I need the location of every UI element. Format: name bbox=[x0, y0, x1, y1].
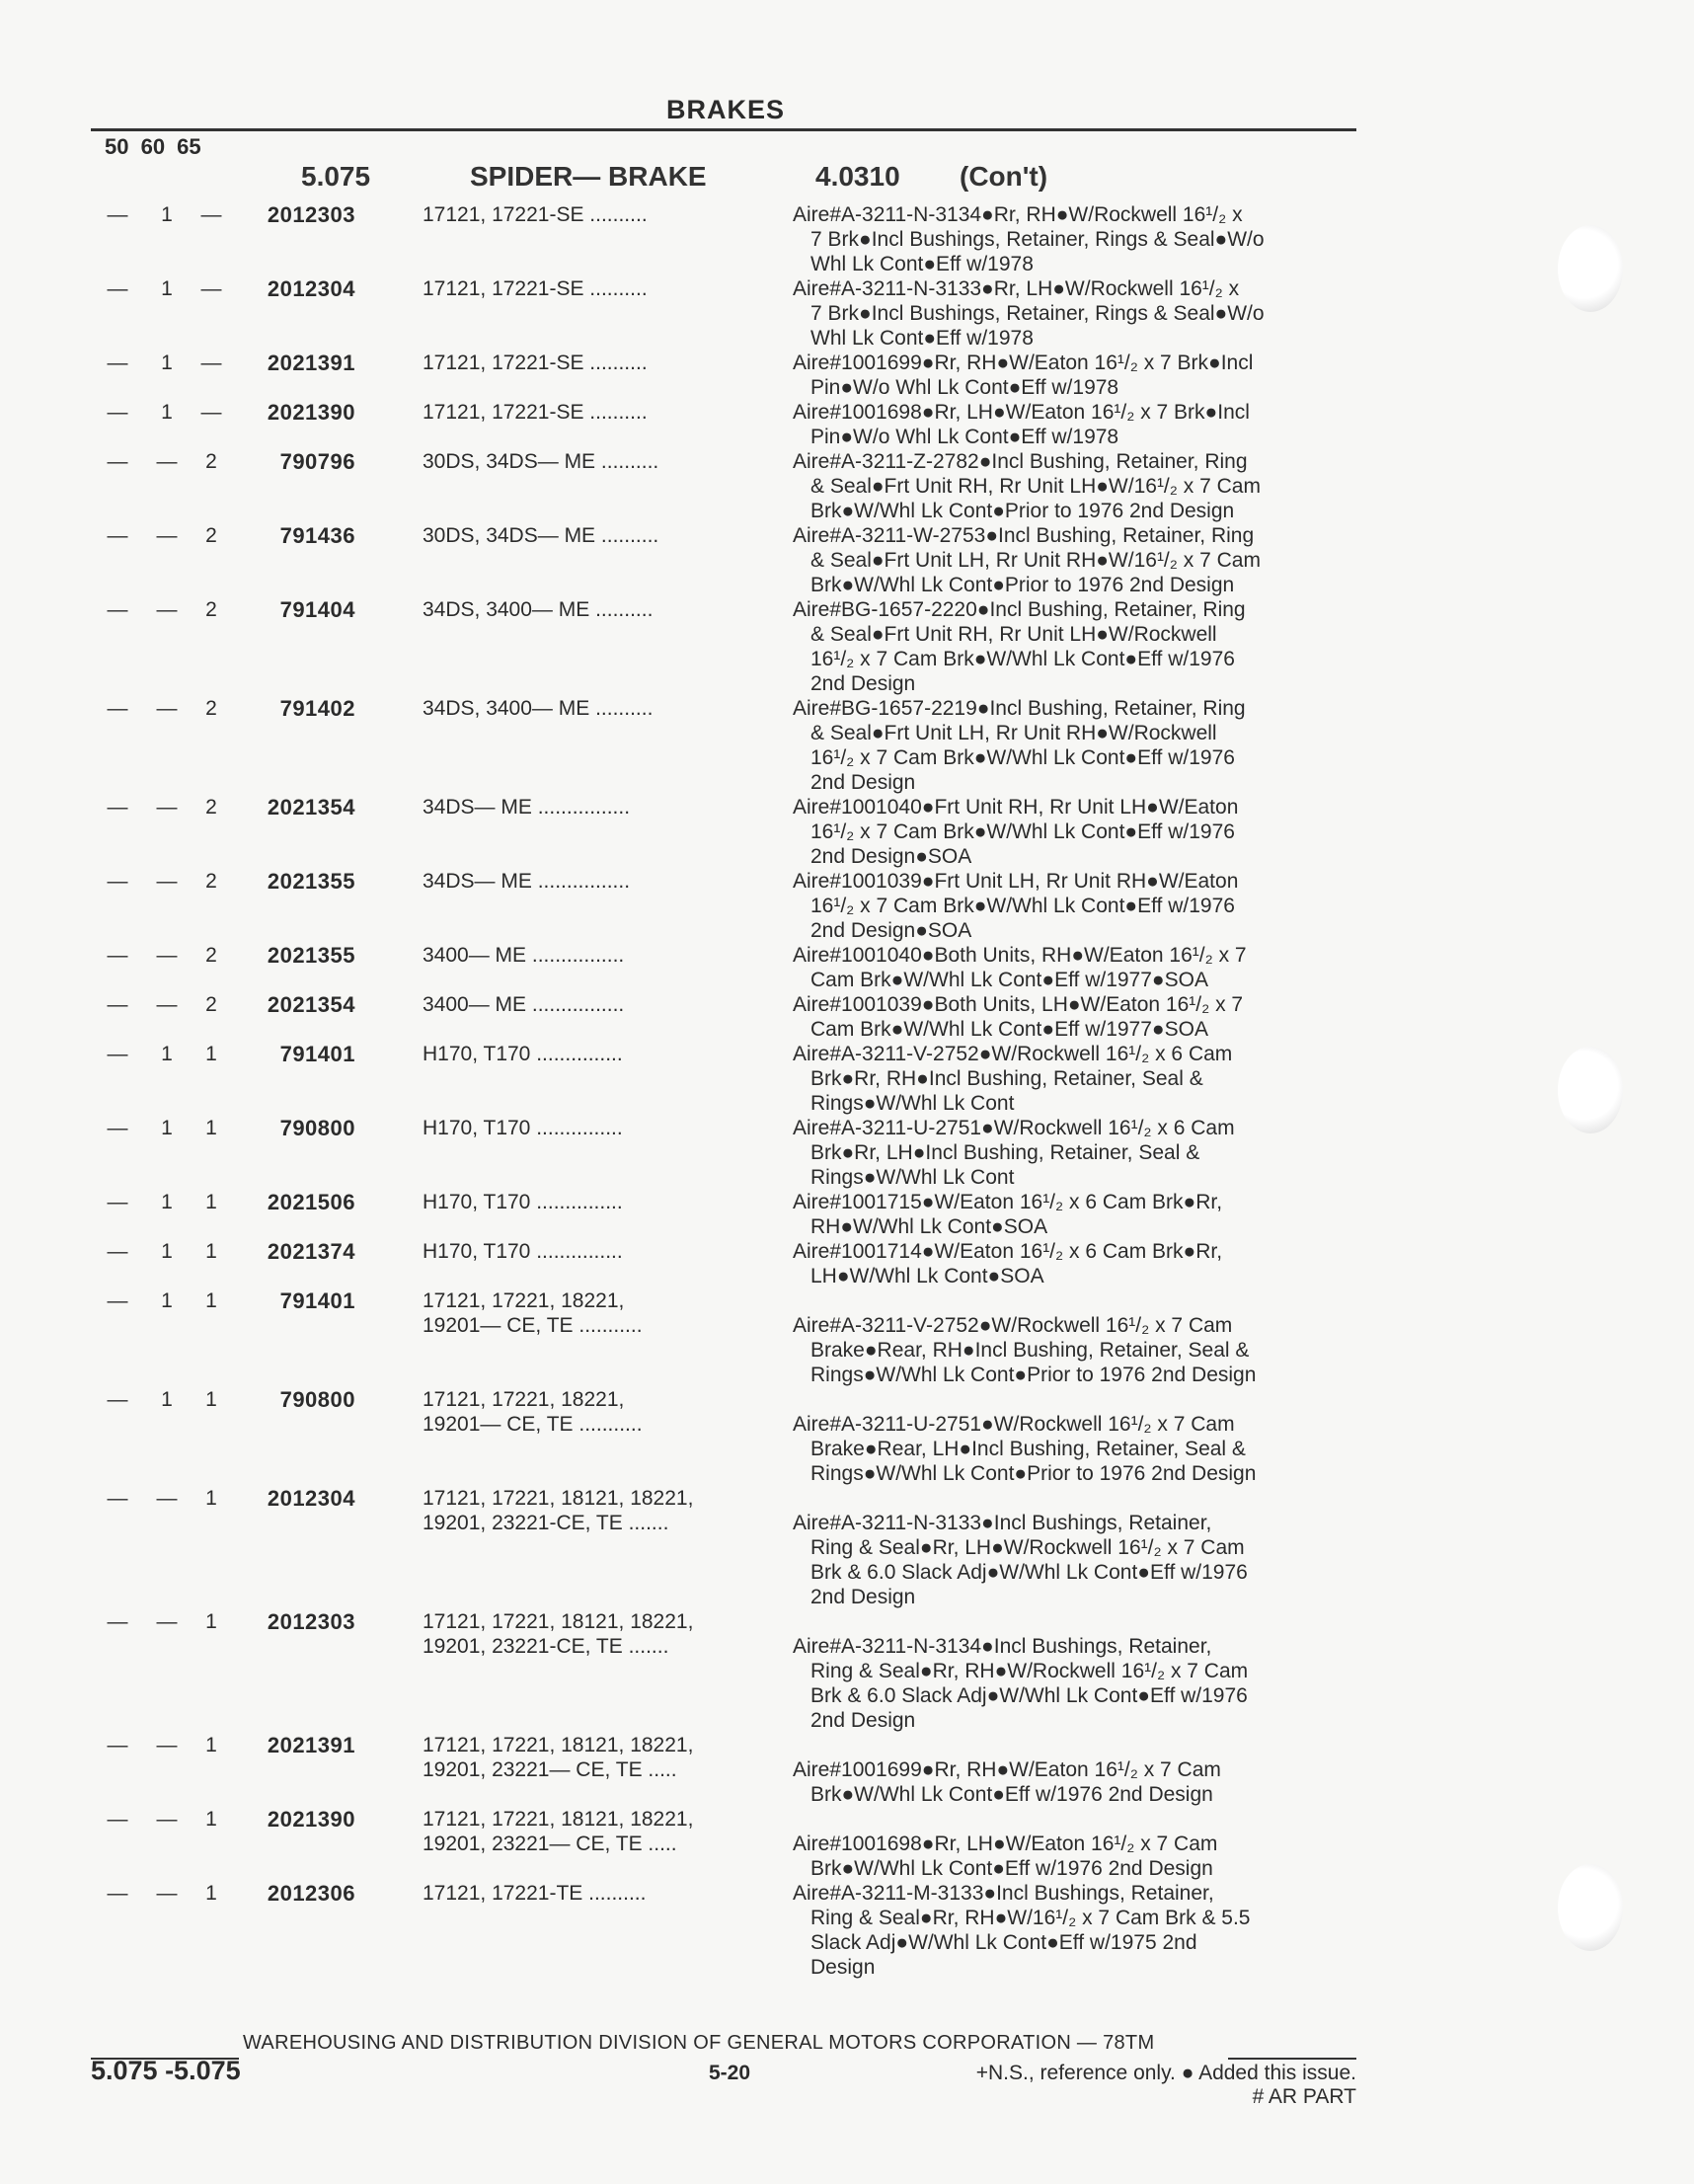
qty-50: — bbox=[107, 524, 128, 547]
description-line: Ring & Seal●Rr, LH●W/Rockwell 16¹/₂ x 7 Cam bbox=[810, 1536, 1245, 1559]
part-description bbox=[793, 992, 1365, 1042]
model-list bbox=[423, 1116, 778, 1140]
part-description bbox=[793, 1288, 1365, 1387]
table-row bbox=[0, 1288, 1694, 1387]
description-line: Aire#1001698●Rr, LH●W/Eaton 16¹/₂ x 7 Cam bbox=[793, 1833, 1218, 1855]
qty-60: 1 bbox=[161, 277, 173, 300]
model-line: 17121, 17221-SE .......... bbox=[423, 401, 648, 424]
part-description bbox=[793, 1609, 1365, 1733]
description-line: Brk●W/Whl Lk Cont●Eff w/1976 2nd Design bbox=[810, 1783, 1213, 1806]
description-line: Cam Brk●W/Whl Lk Cont●Eff w/1977●SOA bbox=[810, 1018, 1208, 1041]
qty-50: — bbox=[107, 1240, 128, 1263]
table-row bbox=[0, 597, 1694, 696]
part-number: 790796 bbox=[279, 449, 355, 474]
description-line: Aire#A-3211-U-2751●W/Rockwell 16¹/₂ x 7 Cam bbox=[793, 1413, 1235, 1436]
model-line: 3400— ME ................ bbox=[423, 993, 625, 1016]
description-line: 2nd Design bbox=[810, 771, 916, 794]
part-description bbox=[793, 1387, 1365, 1486]
part-description bbox=[793, 276, 1365, 351]
model-line: 17121, 17221-SE .......... bbox=[423, 203, 648, 226]
qty-60: — bbox=[156, 598, 178, 621]
qty-50: — bbox=[107, 598, 128, 621]
table-row bbox=[0, 1807, 1694, 1881]
description-line: Ring & Seal●Rr, RH●W/Rockwell 16¹/₂ x 7 Cam bbox=[810, 1660, 1249, 1682]
qty-60: 1 bbox=[161, 203, 173, 226]
qty-60: — bbox=[156, 993, 178, 1016]
model-line: 19201, 23221— CE, TE ..... bbox=[423, 1833, 677, 1855]
qty-50: — bbox=[107, 401, 128, 424]
model-list bbox=[423, 943, 778, 968]
description-line: Aire#BG-1657-2220●Incl Bushing, Retainer, Ring bbox=[793, 598, 1246, 621]
qty-50: — bbox=[107, 1487, 128, 1510]
description-line: Aire#1001039●Frt Unit LH, Rr Unit RH●W/Eaton bbox=[793, 870, 1239, 893]
qty-60: — bbox=[156, 870, 178, 893]
qty-65: 2 bbox=[205, 944, 217, 967]
parts-list bbox=[0, 202, 1694, 1980]
table-row bbox=[0, 1387, 1694, 1486]
description-line: Rings●W/Whl Lk Cont●Prior to 1976 2nd Design bbox=[810, 1462, 1257, 1485]
part-number: 790800 bbox=[279, 1387, 355, 1412]
description-line: & Seal●Frt Unit LH, Rr Unit RH●W/16¹/₂ x 7 Cam bbox=[810, 549, 1261, 572]
model-line: 34DS— ME ................ bbox=[423, 796, 631, 819]
description-line: Aire#BG-1657-2219●Incl Bushing, Retainer, Ring bbox=[793, 697, 1246, 720]
description-line: LH●W/Whl Lk Cont●SOA bbox=[810, 1265, 1044, 1287]
table-row bbox=[0, 943, 1694, 992]
description-line: 16¹/₂ x 7 Cam Brk●W/Whl Lk Cont●Eff w/1976 bbox=[810, 895, 1235, 917]
description-line: Aire#1001714●W/Eaton 16¹/₂ x 6 Cam Brk●Rr, bbox=[793, 1240, 1223, 1263]
qty-60: — bbox=[156, 697, 178, 720]
qty-65: — bbox=[200, 401, 222, 424]
description-line: Aire#1001039●Both Units, LH●W/Eaton 16¹/₂ x 7 bbox=[793, 993, 1244, 1016]
description-line: Pin●W/o Whl Lk Cont●Eff w/1978 bbox=[810, 426, 1119, 448]
qty-65: 2 bbox=[205, 870, 217, 893]
qty-50: — bbox=[107, 1289, 128, 1312]
qty-50: — bbox=[107, 450, 128, 473]
qty-60: 1 bbox=[161, 1043, 173, 1065]
table-row bbox=[0, 1881, 1694, 1980]
section-code: 4.0310 bbox=[815, 161, 900, 192]
table-row bbox=[0, 351, 1694, 400]
qty-65: — bbox=[200, 351, 222, 374]
table-row bbox=[0, 992, 1694, 1042]
qty-65: 2 bbox=[205, 993, 217, 1016]
section-cont: (Con't) bbox=[960, 161, 1048, 192]
description-line: Aire#A-3211-N-3134●Rr, RH●W/Rockwell 16¹/₂ x bbox=[793, 203, 1243, 226]
model-line: 19201, 23221-CE, TE ....... bbox=[423, 1512, 669, 1534]
qty-65: 1 bbox=[205, 1487, 217, 1510]
qty-65: 2 bbox=[205, 450, 217, 473]
model-line: H170, T170 ............... bbox=[423, 1043, 623, 1065]
description-line: Brk●W/Whl Lk Cont●Prior to 1976 2nd Design bbox=[810, 500, 1235, 522]
model-list bbox=[423, 1807, 778, 1856]
punch-hole bbox=[1558, 225, 1623, 312]
part-description bbox=[793, 523, 1365, 597]
qty-65: 1 bbox=[205, 1388, 217, 1411]
model-line: 34DS, 3400— ME .......... bbox=[423, 697, 654, 720]
qty-60: — bbox=[156, 1808, 178, 1831]
description-line: Aire#A-3211-Z-2782●Incl Bushing, Retainer, Ring bbox=[793, 450, 1248, 473]
description-line: Cam Brk●W/Whl Lk Cont●Eff w/1977●SOA bbox=[810, 969, 1208, 991]
qty-50: — bbox=[107, 796, 128, 819]
qty-65: 1 bbox=[205, 1191, 217, 1213]
model-line: 30DS, 34DS— ME .......... bbox=[423, 450, 659, 473]
description-line bbox=[793, 1807, 1365, 1832]
description-line: Aire#A-3211-U-2751●W/Rockwell 16¹/₂ x 6 Cam bbox=[793, 1117, 1235, 1139]
model-list bbox=[423, 523, 778, 548]
qty-65: 2 bbox=[205, 524, 217, 547]
part-description bbox=[793, 1881, 1365, 1980]
model-line: 19201— CE, TE ........... bbox=[423, 1314, 643, 1337]
description-line: Brk●W/Whl Lk Cont●Prior to 1976 2nd Design bbox=[810, 574, 1235, 596]
qty-60: — bbox=[156, 1487, 178, 1510]
part-number: 791401 bbox=[279, 1042, 355, 1066]
model-list bbox=[423, 1387, 778, 1437]
description-line: Pin●W/o Whl Lk Cont●Eff w/1978 bbox=[810, 376, 1119, 399]
description-line: Brk & 6.0 Slack Adj●W/Whl Lk Cont●Eff w/1976 bbox=[810, 1684, 1248, 1707]
part-description bbox=[793, 597, 1365, 696]
model-line: 34DS— ME ................ bbox=[423, 870, 631, 893]
punch-hole bbox=[1558, 1047, 1623, 1133]
part-number: 2021390 bbox=[267, 400, 355, 425]
qty-50: — bbox=[107, 203, 128, 226]
part-description bbox=[793, 943, 1365, 992]
qty-50: — bbox=[107, 1882, 128, 1905]
footer-ar-note: # AR PART bbox=[1252, 2085, 1356, 2108]
description-line: Whl Lk Cont●Eff w/1978 bbox=[810, 327, 1034, 350]
table-row bbox=[0, 449, 1694, 523]
qty-65: 1 bbox=[205, 1043, 217, 1065]
part-description bbox=[793, 1239, 1365, 1288]
description-line: Aire#A-3211-N-3134●Incl Bushings, Retainer, bbox=[793, 1635, 1212, 1658]
model-list bbox=[423, 869, 778, 894]
part-number: 2012304 bbox=[267, 276, 355, 301]
description-line bbox=[793, 1387, 1365, 1412]
table-row bbox=[0, 523, 1694, 597]
model-line: 17121, 17221-SE .......... bbox=[423, 351, 648, 374]
description-line: 16¹/₂ x 7 Cam Brk●W/Whl Lk Cont●Eff w/1976 bbox=[810, 820, 1235, 843]
table-row bbox=[0, 1486, 1694, 1609]
qty-65: 1 bbox=[205, 1882, 217, 1905]
description-line: 2nd Design bbox=[810, 1709, 916, 1732]
model-line: 17121, 17221, 18121, 18221, bbox=[423, 1610, 694, 1633]
qty-50: — bbox=[107, 1808, 128, 1831]
model-line: 17121, 17221, 18121, 18221, bbox=[423, 1808, 694, 1831]
part-number: 2021354 bbox=[267, 795, 355, 819]
model-line: 17121, 17221-TE .......... bbox=[423, 1882, 647, 1905]
model-line: 19201— CE, TE ........... bbox=[423, 1413, 643, 1436]
part-description bbox=[793, 400, 1365, 449]
model-list bbox=[423, 992, 778, 1017]
qty-60: 1 bbox=[161, 351, 173, 374]
model-list bbox=[423, 1042, 778, 1066]
model-list bbox=[423, 1881, 778, 1906]
qty-65: — bbox=[200, 277, 222, 300]
qty-50: — bbox=[107, 1734, 128, 1756]
table-row bbox=[0, 1116, 1694, 1190]
description-line: & Seal●Frt Unit LH, Rr Unit RH●W/Rockwell bbox=[810, 722, 1217, 744]
description-line: Aire#1001715●W/Eaton 16¹/₂ x 6 Cam Brk●Rr, bbox=[793, 1191, 1223, 1213]
page-number: 5-20 bbox=[709, 2062, 751, 2084]
description-line bbox=[793, 1486, 1365, 1511]
qty-65: 1 bbox=[205, 1734, 217, 1756]
table-row bbox=[0, 1239, 1694, 1288]
description-line: Brk●W/Whl Lk Cont●Eff w/1976 2nd Design bbox=[810, 1857, 1213, 1880]
part-number: 2012306 bbox=[267, 1881, 355, 1906]
qty-50: — bbox=[107, 1388, 128, 1411]
qty-60: 1 bbox=[161, 1240, 173, 1263]
description-line: Aire#1001040●Both Units, RH●W/Eaton 16¹/₂ x 7 bbox=[793, 944, 1247, 967]
part-number: 2021390 bbox=[267, 1807, 355, 1832]
description-line: Whl Lk Cont●Eff w/1978 bbox=[810, 253, 1034, 275]
model-list bbox=[423, 1288, 778, 1338]
model-list bbox=[423, 1486, 778, 1535]
description-line: Rings●W/Whl Lk Cont●Prior to 1976 2nd Design bbox=[810, 1364, 1257, 1386]
qty-65: 1 bbox=[205, 1289, 217, 1312]
table-row bbox=[0, 795, 1694, 869]
part-number: 2021391 bbox=[267, 351, 355, 375]
part-description bbox=[793, 202, 1365, 276]
description-line bbox=[793, 1288, 1365, 1313]
qty-50: — bbox=[107, 697, 128, 720]
description-line: Aire#1001699●Rr, RH●W/Eaton 16¹/₂ x 7 Brk●Incl bbox=[793, 351, 1254, 374]
part-number: 2021355 bbox=[267, 943, 355, 968]
qty-65: 1 bbox=[205, 1610, 217, 1633]
part-description bbox=[793, 869, 1365, 943]
qty-50: — bbox=[107, 1610, 128, 1633]
description-line: Rings●W/Whl Lk Cont bbox=[810, 1166, 1015, 1189]
model-list bbox=[423, 351, 778, 375]
model-line: H170, T170 ............... bbox=[423, 1240, 623, 1263]
description-line: Aire#1001698●Rr, LH●W/Eaton 16¹/₂ x 7 Brk●Incl bbox=[793, 401, 1250, 424]
table-row bbox=[0, 696, 1694, 795]
part-description bbox=[793, 351, 1365, 400]
qty-60: 1 bbox=[161, 1289, 173, 1312]
table-row bbox=[0, 202, 1694, 276]
section-title: SPIDER— BRAKE bbox=[470, 161, 707, 192]
table-row bbox=[0, 1733, 1694, 1807]
part-description bbox=[793, 1116, 1365, 1190]
description-line: Aire#1001699●Rr, RH●W/Eaton 16¹/₂ x 7 Cam bbox=[793, 1758, 1221, 1781]
part-number: 2021354 bbox=[267, 992, 355, 1017]
description-line: 7 Brk●Incl Bushings, Retainer, Rings & Seal●W/o bbox=[810, 228, 1265, 251]
table-row bbox=[0, 400, 1694, 449]
model-list bbox=[423, 276, 778, 301]
model-line: 17121, 17221, 18221, bbox=[423, 1388, 625, 1411]
footer-division: WAREHOUSING AND DISTRIBUTION DIVISION OF GENERAL MOTORS CORPORATION — 78TM bbox=[243, 2032, 1155, 2054]
description-line bbox=[793, 1733, 1365, 1757]
part-number: 2012304 bbox=[267, 1486, 355, 1511]
model-list bbox=[423, 1609, 778, 1659]
part-number: 791404 bbox=[279, 597, 355, 622]
part-description bbox=[793, 696, 1365, 795]
model-list bbox=[423, 696, 778, 721]
qty-60: — bbox=[156, 1734, 178, 1756]
qty-50: — bbox=[107, 1043, 128, 1065]
description-line: Brk & 6.0 Slack Adj●W/Whl Lk Cont●Eff w/1976 bbox=[810, 1561, 1248, 1584]
table-row bbox=[0, 1042, 1694, 1116]
model-line: 19201, 23221-CE, TE ....... bbox=[423, 1635, 669, 1658]
qty-60: — bbox=[156, 450, 178, 473]
model-line: 17121, 17221, 18121, 18221, bbox=[423, 1734, 694, 1756]
description-line: Aire#1001040●Frt Unit RH, Rr Unit LH●W/Eaton bbox=[793, 796, 1239, 819]
part-number: 791401 bbox=[279, 1288, 355, 1313]
description-line: 2nd Design bbox=[810, 1586, 916, 1608]
model-line: 19201, 23221— CE, TE ..... bbox=[423, 1758, 677, 1781]
part-description bbox=[793, 1733, 1365, 1807]
description-line: 16¹/₂ x 7 Cam Brk●W/Whl Lk Cont●Eff w/1976 bbox=[810, 746, 1235, 769]
qty-50: — bbox=[107, 1117, 128, 1139]
qty-65: 2 bbox=[205, 796, 217, 819]
part-number: 2021374 bbox=[267, 1239, 355, 1264]
qty-65: 1 bbox=[205, 1117, 217, 1139]
part-number: 2021506 bbox=[267, 1190, 355, 1214]
description-line: Aire#A-3211-N-3133●Rr, LH●W/Rockwell 16¹/₂ x bbox=[793, 277, 1240, 300]
footer-divider-right bbox=[1228, 2058, 1356, 2060]
model-line: 34DS, 3400— ME .......... bbox=[423, 598, 654, 621]
part-number: 2021391 bbox=[267, 1733, 355, 1757]
table-row bbox=[0, 1190, 1694, 1239]
part-number: 791402 bbox=[279, 696, 355, 721]
part-description bbox=[793, 449, 1365, 523]
model-line: H170, T170 ............... bbox=[423, 1117, 623, 1139]
model-list bbox=[423, 1190, 778, 1214]
qty-60: — bbox=[156, 1882, 178, 1905]
part-number: 2012303 bbox=[267, 202, 355, 227]
part-description bbox=[793, 1042, 1365, 1116]
footer-legend: +N.S., reference only. ● Added this issue. bbox=[975, 2062, 1356, 2084]
description-line: Aire#A-3211-M-3133●Incl Bushings, Retainer, bbox=[793, 1882, 1214, 1905]
model-line: H170, T170 ............... bbox=[423, 1191, 623, 1213]
model-list bbox=[423, 597, 778, 622]
qty-60: 1 bbox=[161, 401, 173, 424]
model-line: 17121, 17221-SE .......... bbox=[423, 277, 648, 300]
qty-60: — bbox=[156, 1610, 178, 1633]
model-line: 30DS, 34DS— ME .......... bbox=[423, 524, 659, 547]
description-line: 7 Brk●Incl Bushings, Retainer, Rings & Seal●W/o bbox=[810, 302, 1265, 325]
punch-hole bbox=[1558, 1864, 1623, 1951]
description-line: 16¹/₂ x 7 Cam Brk●W/Whl Lk Cont●Eff w/1976 bbox=[810, 648, 1235, 670]
model-line: 17121, 17221, 18221, bbox=[423, 1289, 625, 1312]
description-line: Slack Adj●W/Whl Lk Cont●Eff w/1975 2nd bbox=[810, 1931, 1197, 1954]
description-line: RH●W/Whl Lk Cont●SOA bbox=[810, 1215, 1048, 1238]
description-line: & Seal●Frt Unit RH, Rr Unit LH●W/Rockwell bbox=[810, 623, 1217, 646]
model-list bbox=[423, 202, 778, 227]
table-row bbox=[0, 869, 1694, 943]
model-list bbox=[423, 1733, 778, 1782]
top-divider bbox=[91, 128, 1356, 131]
part-number: 2021355 bbox=[267, 869, 355, 894]
column-header: 50 60 65 bbox=[105, 134, 201, 159]
qty-65: 1 bbox=[205, 1808, 217, 1831]
description-line: 2nd Design●SOA bbox=[810, 919, 972, 942]
part-number: 791436 bbox=[279, 523, 355, 548]
description-line: 2nd Design●SOA bbox=[810, 845, 972, 868]
model-list bbox=[423, 1239, 778, 1264]
qty-65: 2 bbox=[205, 598, 217, 621]
qty-50: — bbox=[107, 944, 128, 967]
qty-65: 2 bbox=[205, 697, 217, 720]
description-line: Rings●W/Whl Lk Cont bbox=[810, 1092, 1015, 1115]
qty-60: 1 bbox=[161, 1388, 173, 1411]
part-description bbox=[793, 1190, 1365, 1239]
part-number: 790800 bbox=[279, 1116, 355, 1140]
description-line: 2nd Design bbox=[810, 672, 916, 695]
qty-50: — bbox=[107, 1191, 128, 1213]
qty-65: — bbox=[200, 203, 222, 226]
qty-50: — bbox=[107, 993, 128, 1016]
section-number: 5.075 bbox=[301, 161, 371, 192]
table-row bbox=[0, 1609, 1694, 1733]
qty-60: — bbox=[156, 796, 178, 819]
description-line: Aire#A-3211-N-3133●Incl Bushings, Retainer, bbox=[793, 1512, 1212, 1534]
qty-50: — bbox=[107, 870, 128, 893]
model-line: 3400— ME ................ bbox=[423, 944, 625, 967]
footer-section-code: 5.075 -5.075 bbox=[91, 2056, 241, 2085]
description-line bbox=[793, 1609, 1365, 1634]
qty-60: — bbox=[156, 944, 178, 967]
description-line: & Seal●Frt Unit RH, Rr Unit LH●W/16¹/₂ x 7 Cam bbox=[810, 475, 1261, 498]
qty-60: 1 bbox=[161, 1117, 173, 1139]
table-row bbox=[0, 276, 1694, 351]
description-line: Brake●Rear, RH●Incl Bushing, Retainer, Seal & bbox=[810, 1339, 1250, 1362]
description-line: Design bbox=[810, 1956, 876, 1979]
model-list bbox=[423, 449, 778, 474]
model-list bbox=[423, 400, 778, 425]
description-line: Aire#A-3211-V-2752●W/Rockwell 16¹/₂ x 6 Cam bbox=[793, 1043, 1233, 1065]
qty-50: — bbox=[107, 351, 128, 374]
model-line: 17121, 17221, 18121, 18221, bbox=[423, 1487, 694, 1510]
description-line: Aire#A-3211-W-2753●Incl Bushing, Retainer, Ring bbox=[793, 524, 1255, 547]
qty-60: 1 bbox=[161, 1191, 173, 1213]
description-line: Brake●Rear, LH●Incl Bushing, Retainer, Seal & bbox=[810, 1438, 1246, 1460]
description-line: Ring & Seal●Rr, RH●W/16¹/₂ x 7 Cam Brk & 5.5 bbox=[810, 1907, 1251, 1929]
part-description bbox=[793, 1486, 1365, 1609]
qty-50: — bbox=[107, 277, 128, 300]
model-list bbox=[423, 795, 778, 819]
qty-60: — bbox=[156, 524, 178, 547]
part-number: 2012303 bbox=[267, 1609, 355, 1634]
page-title: BRAKES bbox=[665, 95, 785, 124]
part-description bbox=[793, 1807, 1365, 1881]
description-line: Aire#A-3211-V-2752●W/Rockwell 16¹/₂ x 7 Cam bbox=[793, 1314, 1233, 1337]
part-description bbox=[793, 795, 1365, 869]
qty-65: 1 bbox=[205, 1240, 217, 1263]
description-line: Brk●Rr, LH●Incl Bushing, Retainer, Seal & bbox=[810, 1141, 1200, 1164]
description-line: Brk●Rr, RH●Incl Bushing, Retainer, Seal & bbox=[810, 1067, 1203, 1090]
